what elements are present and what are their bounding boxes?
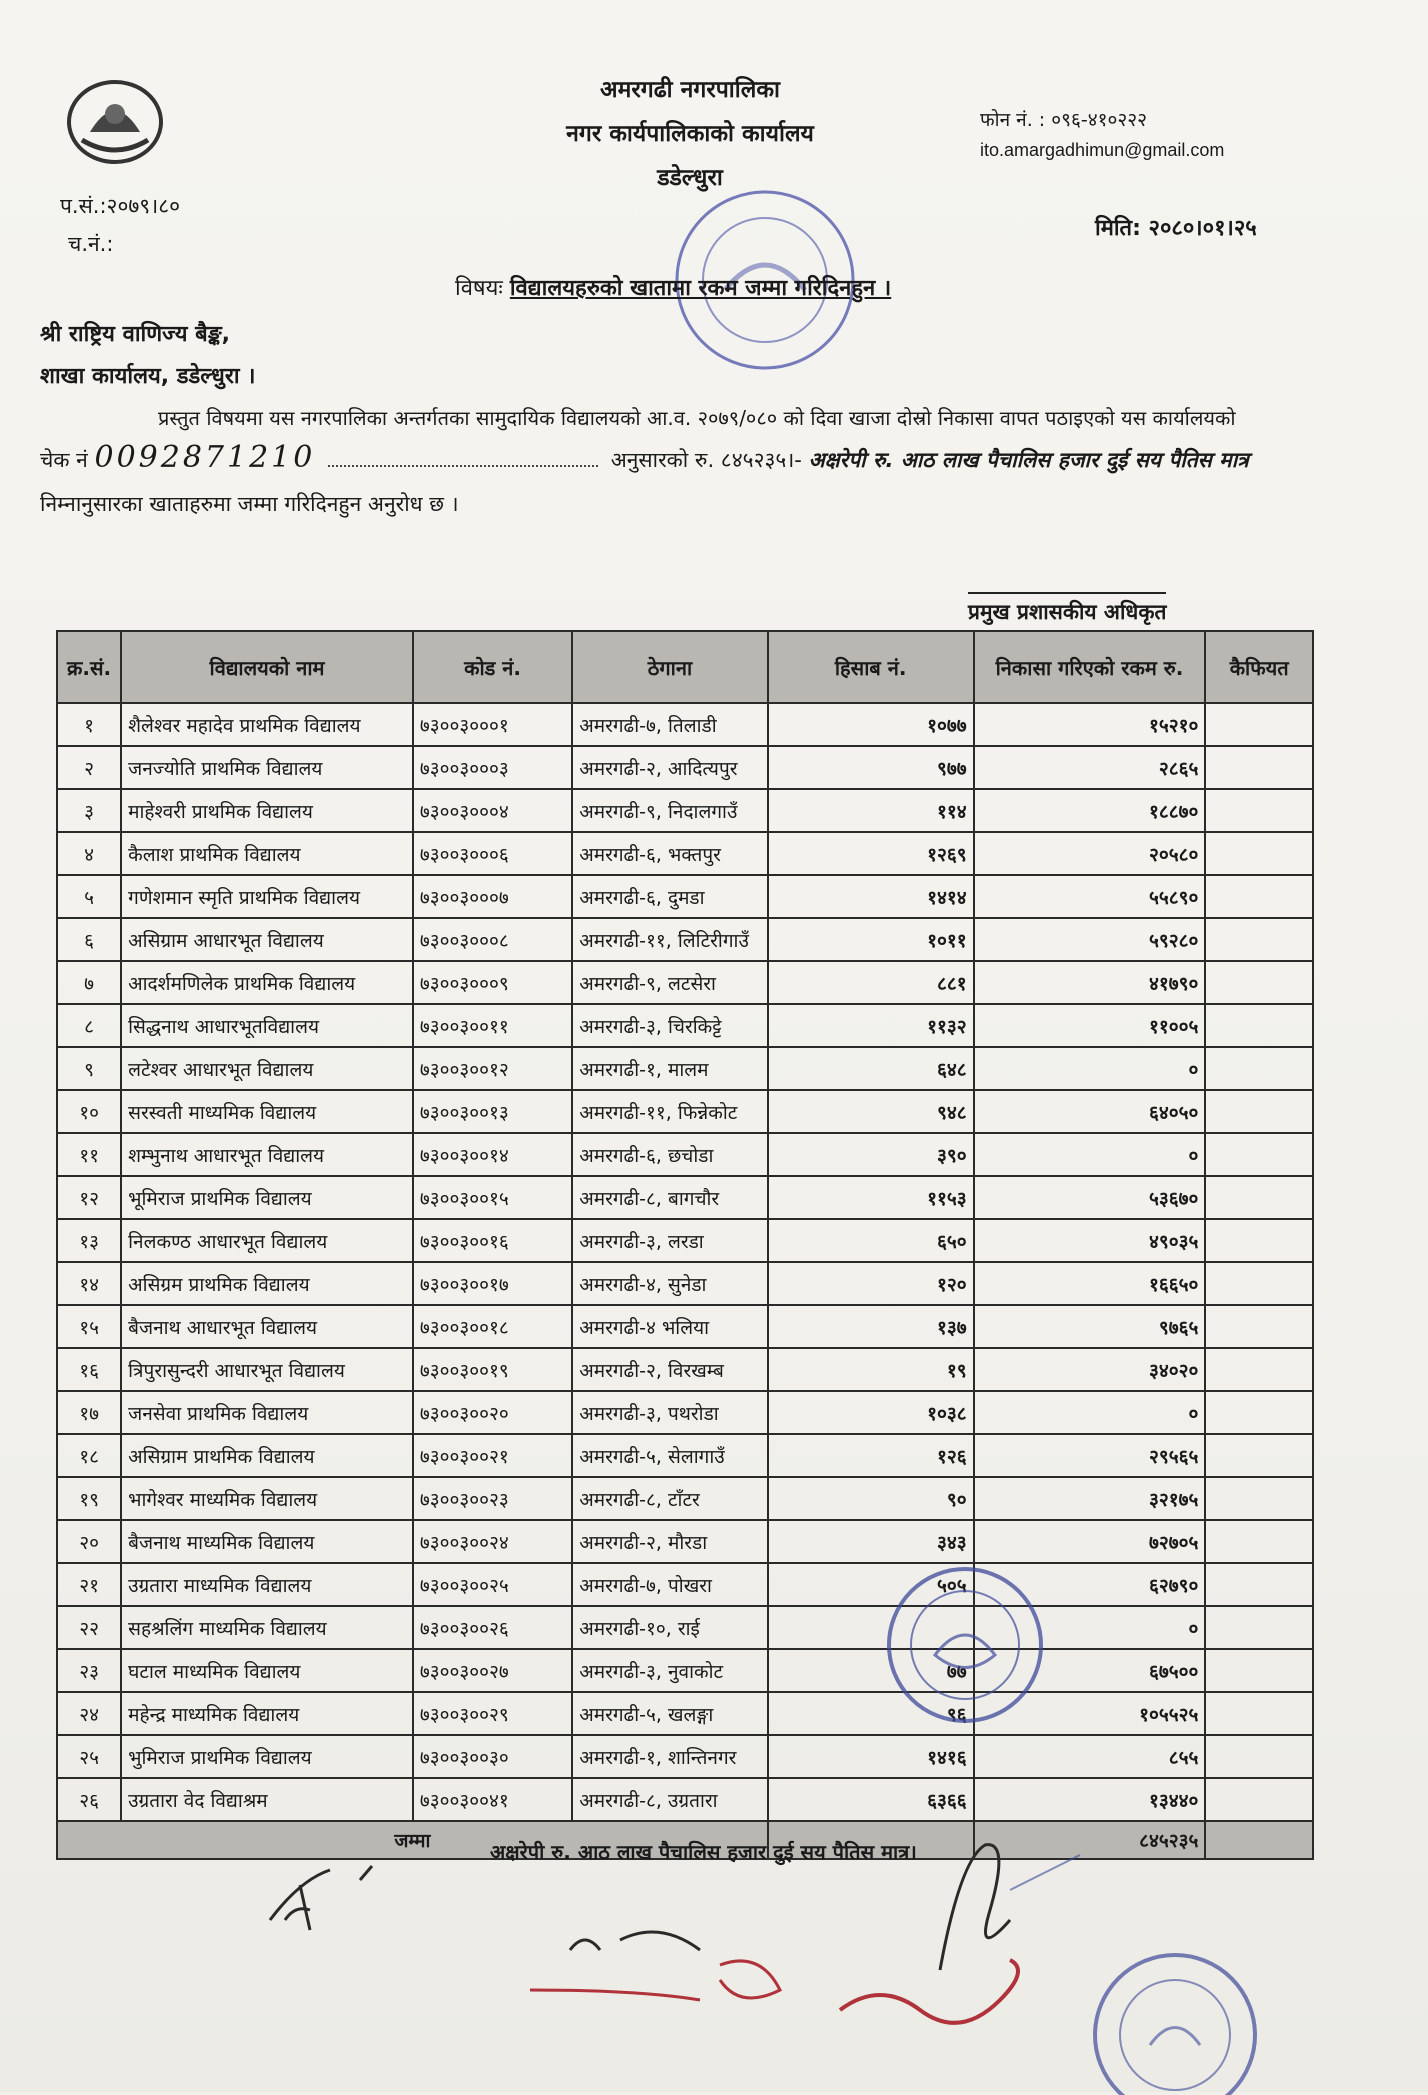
row-account: १२० bbox=[768, 1262, 974, 1305]
row-remarks bbox=[1205, 1520, 1313, 1563]
addressee-line-2: शाखा कार्यालय, डडेल्धुरा । bbox=[40, 364, 256, 389]
row-amount: ३२१७५ bbox=[974, 1477, 1206, 1520]
table-row bbox=[57, 746, 1313, 789]
row-code: ७३००३००३० bbox=[413, 1735, 572, 1778]
row-amount: ९७६५ bbox=[974, 1305, 1206, 1348]
row-account: ७७ bbox=[768, 1649, 974, 1692]
row-code: ७३००३००११ bbox=[413, 1004, 572, 1047]
row-address: अमरगढी-७, तिलाडी bbox=[572, 703, 768, 746]
row-remarks bbox=[1205, 1004, 1313, 1047]
row-remarks bbox=[1205, 918, 1313, 961]
table-row bbox=[57, 832, 1313, 875]
table-row bbox=[57, 1219, 1313, 1262]
row-sn: ४ bbox=[57, 832, 121, 875]
amount-text: अनुसारको रु. ८४५२३५।- bbox=[610, 448, 802, 472]
row-address: अमरगढी-५, सेलागाउँ bbox=[572, 1434, 768, 1477]
row-remarks bbox=[1205, 1090, 1313, 1133]
table-row bbox=[57, 789, 1313, 832]
table-row bbox=[57, 1090, 1313, 1133]
row-address: अमरगढी-६, भक्तपुर bbox=[572, 832, 768, 875]
col-header-code: कोड नं. bbox=[413, 631, 572, 703]
row-sn: १८ bbox=[57, 1434, 121, 1477]
row-remarks bbox=[1205, 875, 1313, 918]
row-account: ९० bbox=[768, 1477, 974, 1520]
total-label: जम्मा bbox=[57, 1821, 768, 1859]
row-remarks bbox=[1205, 1305, 1313, 1348]
row-account: ६४८ bbox=[768, 1047, 974, 1090]
row-code: ७३००३००२३ bbox=[413, 1477, 572, 1520]
row-account: ३४३ bbox=[768, 1520, 974, 1563]
row-school-name: शम्भुनाथ आधारभूत विद्यालय bbox=[121, 1133, 413, 1176]
row-code: ७३००३००२४ bbox=[413, 1520, 572, 1563]
row-code: ७३००३०००६ bbox=[413, 832, 572, 875]
row-remarks bbox=[1205, 1391, 1313, 1434]
row-sn: ३ bbox=[57, 789, 121, 832]
row-school-name: निलकण्ठ आधारभूत विद्यालय bbox=[121, 1219, 413, 1262]
row-sn: ९ bbox=[57, 1047, 121, 1090]
row-sn: २० bbox=[57, 1520, 121, 1563]
row-remarks bbox=[1205, 1477, 1313, 1520]
row-address: अमरगढी-११, फिन्नेकोट bbox=[572, 1090, 768, 1133]
row-sn: २४ bbox=[57, 1692, 121, 1735]
cheque-number: 0092871210 bbox=[94, 440, 316, 475]
col-header-sn: क्र.सं. bbox=[57, 631, 121, 703]
row-code: ७३००३००२६ bbox=[413, 1606, 572, 1649]
table-row bbox=[57, 961, 1313, 1004]
row-sn: १२ bbox=[57, 1176, 121, 1219]
row-code: ७३००३००२० bbox=[413, 1391, 572, 1434]
nepal-emblem-icon bbox=[60, 70, 170, 170]
row-address: अमरगढी-४ भलिया bbox=[572, 1305, 768, 1348]
row-school-name: सरस्वती माध्यमिक विद्यालय bbox=[121, 1090, 413, 1133]
row-school-name: त्रिपुरासुन्दरी आधारभूत विद्यालय bbox=[121, 1348, 413, 1391]
row-school-name: भुमिराज प्राथमिक विद्यालय bbox=[121, 1735, 413, 1778]
row-code: ७३००३००२९ bbox=[413, 1692, 572, 1735]
bank-stamp-icon bbox=[880, 1560, 1050, 1730]
row-school-name: गणेशमान स्मृति प्राथमिक विद्यालय bbox=[121, 875, 413, 918]
dotted-line bbox=[328, 465, 598, 467]
row-code: ७३००३००२५ bbox=[413, 1563, 572, 1606]
row-amount: १५२१० bbox=[974, 703, 1206, 746]
table-row bbox=[57, 1434, 1313, 1477]
row-remarks bbox=[1205, 1606, 1313, 1649]
row-sn: २ bbox=[57, 746, 121, 789]
row-sn: २३ bbox=[57, 1649, 121, 1692]
row-sn: १७ bbox=[57, 1391, 121, 1434]
row-amount: ८५५ bbox=[974, 1735, 1206, 1778]
row-remarks bbox=[1205, 1176, 1313, 1219]
row-address: अमरगढी-८, बागचौर bbox=[572, 1176, 768, 1219]
row-address: अमरगढी-२, आदित्यपुर bbox=[572, 746, 768, 789]
amount-in-words: अक्षरेपी रु. आठ लाख पैचालिस हजार दुई सय पैतिस मात्र bbox=[808, 448, 1249, 472]
addressee-line-1: श्री राष्ट्रिय वाणिज्य बैङ्क, bbox=[40, 322, 230, 347]
row-address: अमरगढी-१, मालम bbox=[572, 1047, 768, 1090]
row-address: अमरगढी-११, लिटिरीगाउँ bbox=[572, 918, 768, 961]
email-address: ito.amargadhimun@gmail.com bbox=[980, 140, 1225, 160]
row-amount: ० bbox=[974, 1391, 1206, 1434]
row-address: अमरगढी-१०, राई bbox=[572, 1606, 768, 1649]
row-account: १४१४ bbox=[768, 875, 974, 918]
col-header-amount: निकासा गरिएको रकम रु. bbox=[974, 631, 1206, 703]
table-row bbox=[57, 1047, 1313, 1090]
row-account: १०७७ bbox=[768, 703, 974, 746]
table-row bbox=[57, 1520, 1313, 1563]
row-remarks bbox=[1205, 832, 1313, 875]
dispatch-number: च.नं.: bbox=[68, 232, 114, 256]
row-school-name: घटाल माध्यमिक विद्यालय bbox=[121, 1649, 413, 1692]
row-address: अमरगढी-४, सुनेडा bbox=[572, 1262, 768, 1305]
row-sn: ५ bbox=[57, 875, 121, 918]
row-school-name: शैलेश्वर महादेव प्राथमिक विद्यालय bbox=[121, 703, 413, 746]
table-row bbox=[57, 875, 1313, 918]
row-remarks bbox=[1205, 1735, 1313, 1778]
officer-stamp-icon bbox=[1075, 1935, 1275, 2095]
row-account: १२६ bbox=[768, 1434, 974, 1477]
row-account: ९७७ bbox=[768, 746, 974, 789]
row-amount: ५५८९० bbox=[974, 875, 1206, 918]
row-code: ७३००३०००१ bbox=[413, 703, 572, 746]
row-amount: ६२७९० bbox=[974, 1563, 1206, 1606]
row-amount: १३४४० bbox=[974, 1778, 1206, 1821]
row-school-name: बैजनाथ आधारभूत विद्यालय bbox=[121, 1305, 413, 1348]
row-account: ८८१ bbox=[768, 961, 974, 1004]
row-school-name: महेन्द्र माध्यमिक विद्यालय bbox=[121, 1692, 413, 1735]
total-amount: ८४५२३५ bbox=[974, 1821, 1206, 1859]
table-row bbox=[57, 1176, 1313, 1219]
officer-title: प्रमुख प्रशासकीय अधिकृत bbox=[968, 592, 1166, 626]
row-school-name: सिद्धनाथ आधारभूतविद्यालय bbox=[121, 1004, 413, 1047]
table-row bbox=[57, 1606, 1313, 1649]
table-row bbox=[57, 1692, 1313, 1735]
reference-number: प.सं.:२०७९।८० bbox=[60, 194, 181, 218]
row-account: १२६९ bbox=[768, 832, 974, 875]
row-remarks bbox=[1205, 961, 1313, 1004]
row-amount: ० bbox=[974, 1047, 1206, 1090]
row-address: अमरगढी-८, टाँटर bbox=[572, 1477, 768, 1520]
table-row bbox=[57, 1305, 1313, 1348]
row-remarks bbox=[1205, 1219, 1313, 1262]
subject-label: विषयः bbox=[455, 276, 503, 301]
row-code: ७३००३००२७ bbox=[413, 1649, 572, 1692]
row-school-name: आदर्शमणिलेक प्राथमिक विद्यालय bbox=[121, 961, 413, 1004]
row-amount: १०५५२५ bbox=[974, 1692, 1206, 1735]
row-sn: १६ bbox=[57, 1348, 121, 1391]
row-address: अमरगढी-३, नुवाकोट bbox=[572, 1649, 768, 1692]
row-account: १०३८ bbox=[768, 1391, 974, 1434]
col-header-account: हिसाब नं. bbox=[768, 631, 974, 703]
subject-text: विद्यालयहरुको खातामा रकम जम्मा गरिदिनहुन । bbox=[509, 276, 892, 301]
row-remarks bbox=[1205, 703, 1313, 746]
row-address: अमरगढी-२, विरखम्ब bbox=[572, 1348, 768, 1391]
row-code: ७३००३०००३ bbox=[413, 746, 572, 789]
row-account: ११३२ bbox=[768, 1004, 974, 1047]
row-account: १४१६ bbox=[768, 1735, 974, 1778]
row-account: ५०५ bbox=[768, 1563, 974, 1606]
table-row bbox=[57, 1262, 1313, 1305]
row-school-name: जनज्योति प्राथमिक विद्यालय bbox=[121, 746, 413, 789]
row-address: अमरगढी-९, निदालगाउँ bbox=[572, 789, 768, 832]
row-sn: १५ bbox=[57, 1305, 121, 1348]
row-code: ७३००३००४१ bbox=[413, 1778, 572, 1821]
row-address: अमरगढी-८, उग्रतारा bbox=[572, 1778, 768, 1821]
row-sn: ७ bbox=[57, 961, 121, 1004]
table-row bbox=[57, 1735, 1313, 1778]
row-sn: ११ bbox=[57, 1133, 121, 1176]
row-remarks bbox=[1205, 1133, 1313, 1176]
row-account: ६३६६ bbox=[768, 1778, 974, 1821]
row-amount: १६६५० bbox=[974, 1262, 1206, 1305]
row-address: अमरगढी-२, मौरडा bbox=[572, 1520, 768, 1563]
row-school-name: जनसेवा प्राथमिक विद्यालय bbox=[121, 1391, 413, 1434]
table-row bbox=[57, 1563, 1313, 1606]
row-address: अमरगढी-५, खलङ्गा bbox=[572, 1692, 768, 1735]
table-row bbox=[57, 918, 1313, 961]
row-code: ७३००३०००९ bbox=[413, 961, 572, 1004]
row-remarks bbox=[1205, 746, 1313, 789]
table-row bbox=[57, 1004, 1313, 1047]
total-in-words: अक्षरेपी रु. आठ लाख पैचालिस हजार दुई सय पैतिस मात्र। bbox=[490, 1840, 917, 1864]
row-sn: १ bbox=[57, 703, 121, 746]
row-address: अमरगढी-३, लरडा bbox=[572, 1219, 768, 1262]
row-account: ६५० bbox=[768, 1219, 974, 1262]
row-code: ७३००३०००७ bbox=[413, 875, 572, 918]
table-header-row bbox=[57, 631, 1313, 703]
body-paragraph-line-1: प्रस्तुत विषयमा यस नगरपालिका अन्तर्गतका सामुदायिक विद्यालयको आ.व. २०७९/०८० को दिवा खाजा दोस्रो निकासा वापत पठाइएको यस कार्यालयको bbox=[158, 406, 1236, 430]
row-code: ७३००३००१५ bbox=[413, 1176, 572, 1219]
row-amount: ४१७९० bbox=[974, 961, 1206, 1004]
row-address: अमरगढी-६, दुमडा bbox=[572, 875, 768, 918]
row-sn: २१ bbox=[57, 1563, 121, 1606]
row-remarks bbox=[1205, 1047, 1313, 1090]
row-amount: २०५८० bbox=[974, 832, 1206, 875]
row-code: ७३००३००१४ bbox=[413, 1133, 572, 1176]
row-school-name: बैजनाथ माध्यमिक विद्यालय bbox=[121, 1520, 413, 1563]
row-code: ७३००३००१३ bbox=[413, 1090, 572, 1133]
row-school-name: उग्रतारा माध्यमिक विद्यालय bbox=[121, 1563, 413, 1606]
row-account: १३७ bbox=[768, 1305, 974, 1348]
row-sn: १९ bbox=[57, 1477, 121, 1520]
row-address: अमरगढी-९, लटसेरा bbox=[572, 961, 768, 1004]
row-school-name: असिग्राम आधारभूत विद्यालय bbox=[121, 918, 413, 961]
row-school-name: असिग्राम प्राथमिक विद्यालय bbox=[121, 1434, 413, 1477]
row-address: अमरगढी-३, पथरोडा bbox=[572, 1391, 768, 1434]
table-row bbox=[57, 1391, 1313, 1434]
table-row bbox=[57, 703, 1313, 746]
row-address: अमरगढी-३, चिरकिट्टे bbox=[572, 1004, 768, 1047]
row-account: १९ bbox=[768, 1348, 974, 1391]
row-sn: २५ bbox=[57, 1735, 121, 1778]
row-remarks bbox=[1205, 1262, 1313, 1305]
row-school-name: कैलाश प्राथमिक विद्यालय bbox=[121, 832, 413, 875]
row-account: १०११ bbox=[768, 918, 974, 961]
letter-date: मिति: २०८०।०१।२५ bbox=[1095, 216, 1257, 241]
office-name: नगर कार्यपालिकाको कार्यालय bbox=[566, 121, 814, 147]
row-code: ७३००३००१७ bbox=[413, 1262, 572, 1305]
row-school-name: भूमिराज प्राथमिक विद्यालय bbox=[121, 1176, 413, 1219]
row-amount: ५३६७० bbox=[974, 1176, 1206, 1219]
row-amount: ६७५०० bbox=[974, 1649, 1206, 1692]
row-remarks bbox=[1205, 1348, 1313, 1391]
row-school-name: लटेश्वर आधारभूत विद्यालय bbox=[121, 1047, 413, 1090]
row-account: ९६ bbox=[768, 1692, 974, 1735]
row-sn: १४ bbox=[57, 1262, 121, 1305]
table-row bbox=[57, 1133, 1313, 1176]
row-sn: २६ bbox=[57, 1778, 121, 1821]
cheque-line bbox=[40, 440, 1300, 475]
row-amount: ६४०५० bbox=[974, 1090, 1206, 1133]
row-address: अमरगढी-६, छचोडा bbox=[572, 1133, 768, 1176]
table-row bbox=[57, 1477, 1313, 1520]
row-amount: २९५६५ bbox=[974, 1434, 1206, 1477]
subject-line bbox=[455, 272, 891, 302]
row-account: ११५३ bbox=[768, 1176, 974, 1219]
row-address: अमरगढी-१, शान्तिनगर bbox=[572, 1735, 768, 1778]
row-code: ७३००३०००८ bbox=[413, 918, 572, 961]
row-school-name: भागेश्वर माध्यमिक विद्यालय bbox=[121, 1477, 413, 1520]
row-remarks bbox=[1205, 789, 1313, 832]
row-address: अमरगढी-७, पोखरा bbox=[572, 1563, 768, 1606]
school-amount-table bbox=[56, 630, 1314, 1860]
col-header-school: विद्यालयको नाम bbox=[121, 631, 413, 703]
row-remarks bbox=[1205, 1563, 1313, 1606]
row-school-name: माहेश्वरी प्राथमिक विद्यालय bbox=[121, 789, 413, 832]
row-sn: १० bbox=[57, 1090, 121, 1133]
col-header-address: ठेगाना bbox=[572, 631, 768, 703]
phone-number: फोन नं. : ०९६-४१०२२२ bbox=[980, 109, 1147, 131]
cheque-label: चेक नं bbox=[40, 448, 88, 472]
table-row bbox=[57, 1649, 1313, 1692]
row-amount: ३४०२० bbox=[974, 1348, 1206, 1391]
row-amount: ० bbox=[974, 1606, 1206, 1649]
row-school-name: सहश्रलिंग माध्यमिक विद्यालय bbox=[121, 1606, 413, 1649]
row-account: ९४८ bbox=[768, 1090, 974, 1133]
municipality-name: अमरगढी नगरपालिका bbox=[600, 77, 780, 103]
row-account: ११४ bbox=[768, 789, 974, 832]
row-sn: २२ bbox=[57, 1606, 121, 1649]
row-code: ७३००३०००४ bbox=[413, 789, 572, 832]
row-account: ३९० bbox=[768, 1133, 974, 1176]
row-code: ७३००३००१२ bbox=[413, 1047, 572, 1090]
table-row bbox=[57, 1348, 1313, 1391]
body-paragraph-line-3: निम्नानुसारका खाताहरुमा जम्मा गरिदिनहुन अनुरोध छ । bbox=[40, 492, 459, 516]
row-amount: ० bbox=[974, 1133, 1206, 1176]
row-code: ७३००३००१६ bbox=[413, 1219, 572, 1262]
col-header-remarks: कैफियत bbox=[1205, 631, 1313, 703]
row-amount: १८८७० bbox=[974, 789, 1206, 832]
row-remarks bbox=[1205, 1434, 1313, 1477]
district-name: डडेल्धुरा bbox=[657, 165, 723, 191]
row-amount: ४९०३५ bbox=[974, 1219, 1206, 1262]
row-school-name: असिग्रम प्राथमिक विद्यालय bbox=[121, 1262, 413, 1305]
row-amount: ७२७०५ bbox=[974, 1520, 1206, 1563]
row-amount: ५९२८० bbox=[974, 918, 1206, 961]
row-code: ७३००३००१८ bbox=[413, 1305, 572, 1348]
row-remarks bbox=[1205, 1649, 1313, 1692]
row-remarks bbox=[1205, 1692, 1313, 1735]
row-amount: २८६५ bbox=[974, 746, 1206, 789]
row-school-name: उग्रतारा वेद विद्याश्रम bbox=[121, 1778, 413, 1821]
row-code: ७३००३००१९ bbox=[413, 1348, 572, 1391]
row-amount: ११००५ bbox=[974, 1004, 1206, 1047]
row-sn: ८ bbox=[57, 1004, 121, 1047]
row-sn: ६ bbox=[57, 918, 121, 961]
row-sn: १३ bbox=[57, 1219, 121, 1262]
row-code: ७३००३००२१ bbox=[413, 1434, 572, 1477]
